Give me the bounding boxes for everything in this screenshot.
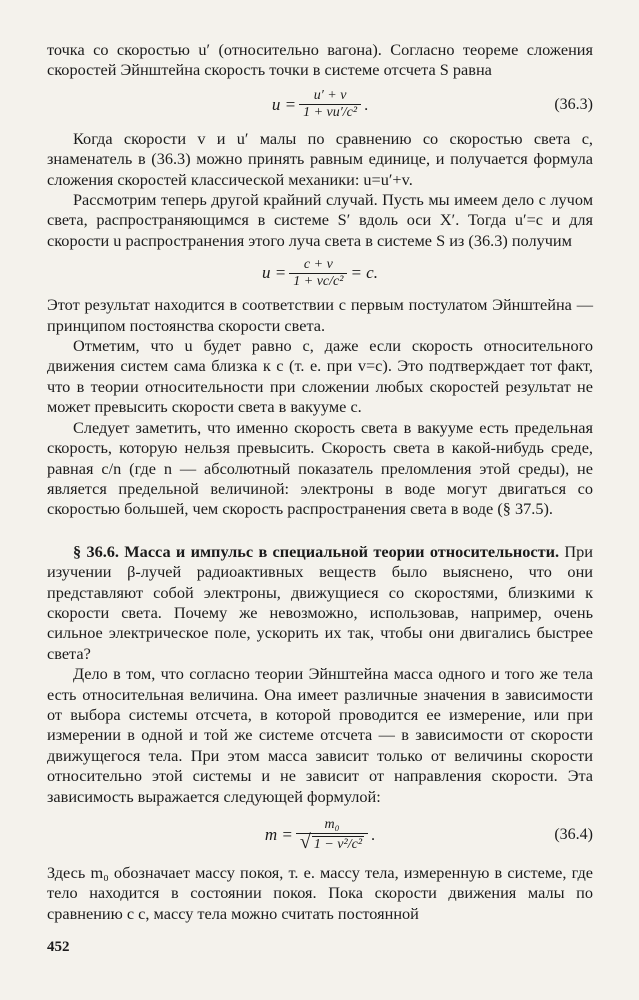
formula-lhs: u =	[271, 94, 297, 114]
page-body	[47, 40, 593, 924]
formula-light	[47, 251, 593, 295]
formula-lhs: u =	[262, 263, 287, 283]
formula-numerator: m₀	[324, 817, 340, 832]
formula-numerator: u′ + v	[313, 88, 347, 104]
formula-denominator: 1 + vc/c²	[289, 273, 347, 290]
formula-denominator: 1 + vu′/c²	[299, 104, 361, 121]
formula-lhs: m =	[264, 824, 293, 844]
paragraph: Следует заметить, что именно скорость света в вакууме есть предельная скорость, которую нельзя превысить. Скорость света в какой-нибудь среде, равная c/n (где n — абсолютный показатель преломления этой среды), не является предельной величиной: электроны в воде могут двигаться со скоростью большей, чем скорость распространения света в воде (§ 37.5).	[47, 417, 593, 519]
paragraph: Дело в том, что согласно теории Эйнштейна масса одного и того же тела есть относительная величина. Она имеет различные значения в зависимости от выбора системы отсчета, в которой проводится ее измерение, или при измерении в одной и той же системе отсчета — в зависимости от скорости движущегося тела. При этом масса зависит только от величины скорости относительно этой системы и не зависит от направления скорости. Эта зависимость выражается следующей формулой:	[47, 664, 593, 806]
section-paragraph	[47, 542, 593, 664]
formula-fraction	[289, 257, 347, 290]
formula-fraction	[296, 817, 368, 853]
formula-36-3	[47, 81, 593, 129]
paragraph: Отметим, что u будет равно c, даже если скорость относительного движения систем сама близка к c (т. е. при v=c). Это подтверждает тот факт, что в теории относительности при сложении любых скоростей результат не может превысить скорости света в вакууме c.	[47, 336, 593, 417]
paragraph-text: При изучении β-лучей радиоактивных веществ было выяснено, что они представляют собой электроны, движущиеся со скоростями, близкими к скорости света. Почему же невозможно, использовав, например, очень сильное электрическое поле, ускорить их так, чтобы они двигались быстрее света?	[47, 541, 594, 663]
formula-fraction	[299, 88, 361, 121]
equation-number: (36.4)	[554, 825, 593, 843]
page-number: 452	[47, 939, 70, 955]
formula-tail: = c.	[350, 263, 378, 283]
formula-36-4	[47, 807, 593, 863]
section-heading: § 36.6. Масса и импульс в специальной теории относительности.	[73, 541, 560, 561]
sqrt-body: 1 − v²/c²	[313, 837, 363, 852]
paragraph: Рассмотрим теперь другой крайний случай. Пусть мы имеем дело с лучом света, распространяющимся в системе S′ вдоль оси X′. Тогда u′=c и для скорости u распространения этого луча света в системе S из (36.3) получим	[47, 190, 593, 250]
sqrt-sign: √	[299, 831, 311, 853]
formula-tail: .	[371, 824, 376, 844]
paragraph: Этот результат находится в соответствии с первым постулатом Эйнштейна — принципом постоянства скорости света.	[47, 295, 593, 335]
paragraph: Когда скорости v и u′ малы по сравнению со скоростью света c, знаменатель в (36.3) можно принять равным единице, и получается формула сложения скоростей классической механики: u=u′+v.	[47, 128, 593, 189]
formula-denominator	[296, 833, 368, 853]
section-spacer	[47, 520, 593, 542]
paragraph: точка со скоростью u′ (относительно вагона). Согласно теореме сложения скоростей Эйнштейна скорость точки в системе отсчета S равна	[47, 40, 593, 80]
equation-number: (36.3)	[554, 95, 593, 113]
formula-numerator: c + v	[303, 256, 333, 272]
paragraph: Здесь m₀ обозначает массу покоя, т. е. массу тела, измеренную в системе, где тело находится в состоянии покоя. Пока скорости движения малы по сравнению с c, массу тела можно считать постоянной	[47, 863, 593, 923]
formula-tail: .	[364, 94, 369, 114]
